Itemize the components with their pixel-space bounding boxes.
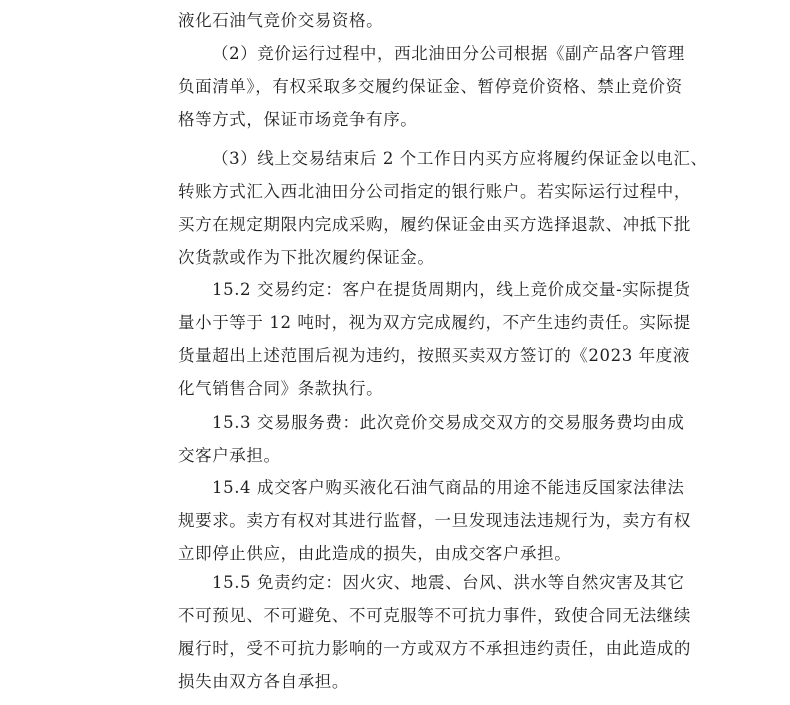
text-line: （2）竞价运行过程中，西北油田分公司根据《副产品客户管理 bbox=[212, 44, 685, 63]
paragraph-clause-15-2 bbox=[178, 273, 691, 405]
text-line: 买方在规定期限内完成采购，履约保证金由买方选择退款、冲抵下批 bbox=[178, 215, 691, 234]
text-line: 液化石油气竞价交易资格。 bbox=[178, 11, 384, 30]
text-line: 立即停止供应，由此造成的损失，由成交客户承担。 bbox=[178, 544, 572, 563]
text-line: 15.2 交易约定：客户在提货周期内，线上竞价成交量-实际提货 bbox=[212, 280, 691, 299]
paragraph-clause-3 bbox=[178, 142, 708, 274]
text-line: 履行时，受不可抗力影响的一方或双方不承担违约责任，由此造成的 bbox=[178, 639, 691, 658]
text-line: 转账方式汇入西北油田分公司指定的银行账户。若实际运行过程中， bbox=[178, 182, 691, 201]
text-line: 15.3 交易服务费：此次竞价交易成交双方的交易服务费均由成 bbox=[212, 413, 685, 432]
paragraph-clause-2 bbox=[178, 37, 685, 136]
paragraph-clause-15-3 bbox=[178, 406, 685, 472]
text-line: 15.4 成交客户购买液化石油气商品的用途不能违反国家法律法 bbox=[212, 478, 685, 497]
text-line: 交客户承担。 bbox=[178, 446, 281, 465]
text-line: 15.5 免责约定：因火灾、地震、台风、洪水等自然灾害及其它 bbox=[212, 573, 685, 592]
paragraph-clause-15-4 bbox=[178, 471, 691, 570]
text-line: 格等方式，保证市场竞争有序。 bbox=[178, 110, 418, 129]
text-line: 规要求。卖方有权对其进行监督，一旦发现违法违规行为，卖方有权 bbox=[178, 511, 691, 530]
text-line: （3）线上交易结束后 2 个工作日内买方应将履约保证金以电汇、 bbox=[212, 149, 708, 168]
text-line: 次货款或作为下批次履约保证金。 bbox=[178, 248, 435, 267]
text-line: 化气销售合同》条款执行。 bbox=[178, 379, 384, 398]
paragraph-clause-15-5 bbox=[178, 566, 691, 698]
paragraph-qualification-end bbox=[178, 4, 618, 37]
text-line: 货量超出上述范围后视为违约，按照买卖双方签订的《2023 年度液 bbox=[178, 346, 690, 365]
text-line: 损失由双方各自承担。 bbox=[178, 672, 349, 691]
text-line: 负面清单》，有权采取多交履约保证金、暂停竞价资格、禁止竞价资 bbox=[178, 77, 683, 96]
text-line: 量小于等于 12 吨时，视为双方完成履约，不产生违约责任。实际提 bbox=[178, 313, 691, 332]
text-line: 不可预见、不可避免、不可克服等不可抗力事件，致使合同无法继续 bbox=[178, 606, 691, 625]
